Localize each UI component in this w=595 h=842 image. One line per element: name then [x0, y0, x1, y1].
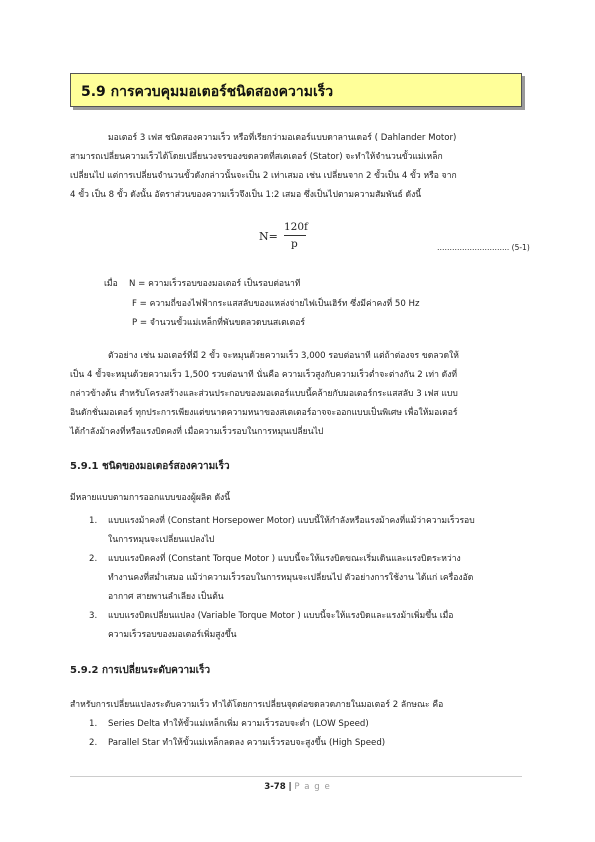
page-number: 3-78	[264, 782, 286, 792]
intro-line-4: 4 ขั้ว เป็น 8 ขั้ว ดังนั้น อัตราส่วนของความเร็วจึงเป็น 1:2 เสมอ ซึ่งเป็นไปตามความสัมพันธ์ ดังนี้	[70, 190, 422, 200]
subsection-heading-1: 5.9.1 ชนิดของมอเตอร์สองความเร็ว	[70, 461, 230, 472]
intro-line-3: เปลี่ยนไป แต่การเปลี่ยนจำนวนขั้วดังกล่าวนั้นจะเป็น 2 เท่าเสมอ เช่น เปลี่ยนจาก 2 ขั้วเป็น 4 ขั้ว หรือ จาก	[70, 171, 457, 181]
fraction-bar	[284, 235, 306, 236]
intro-line-1: มอเตอร์ 3 เฟส ชนิดสองความเร็ว หรือที่เรียกว่ามอเตอร์แบบดาลานเดอร์ ( Dahlander Motor)	[108, 133, 457, 143]
list-2-line-3: อากาศ สายพานลำเลียง เป็นต้น	[108, 592, 224, 602]
list-2-line-1: แบบแรงบิดคงที่ (Constant Torque Motor ) แบบนี้จะให้แรงบิดขณะเริ่มเดินและแรงบิดระหว่าง	[108, 554, 461, 564]
subsection-1-lead: มีหลายแบบตามการออกแบบของผู้ผลิต ดังนี้	[70, 493, 231, 503]
speed-1-text: Series Delta ทำให้ขั้วแม่เหล็กเพิ่ม ความเร็วรอบจะต่ำ (LOW Speed)	[108, 719, 369, 729]
list-3-line-2: ความเร็วรอบของมอเตอร์เพิ่มสูงขึ้น	[108, 630, 237, 640]
where-prefix: เมื่อ	[104, 279, 118, 289]
where-f: F = ความถี่ของไฟฟ้ากระแสสลับของแหล่งจ่ายไฟเป็นเฮิร์ท ซึ่งมีค่าคงที่ 50 Hz	[132, 299, 420, 309]
speed-1-number: 1.	[89, 719, 98, 729]
page-word: P a g e	[294, 782, 331, 792]
list-1-number: 1.	[89, 516, 98, 526]
subsection-heading-2: 5.9.2 การเปลี่ยนระดับความเร็ว	[70, 665, 211, 676]
formula-numerator: 120f	[284, 221, 308, 233]
speed-2-number: 2.	[89, 738, 98, 748]
list-2-line-2: ทำงานคงที่สม่ำเสมอ แม้ว่าความเร็วรอบในการหมุนจะเปลี่ยนไป ตัวอย่างการใช้งาน ได้แก่ เครื่องอัด	[108, 573, 474, 583]
example-line-1: ตัวอย่าง เช่น มอเตอร์ที่มี 2 ขั้ว จะหมุนด้วยความเร็ว 3,000 รอบต่อนาที แต่ถ้าต่องจร ขดลวดให้	[108, 351, 459, 361]
example-line-4: อินดักชั่นมอเตอร์ ทุกประการเพียงแต่ขนาดความหนาของสเตเตอร์อาจจะออกแบบเป็นพิเศษ เพื่อให้มอเตอร์	[70, 408, 458, 418]
section-title: 5.9 การควบคุมมอเตอร์ชนิดสองความเร็ว	[81, 84, 334, 100]
list-3-number: 3.	[89, 611, 98, 621]
formula-lhs: N=	[259, 230, 278, 243]
list-1-line-2: ในการหมุนจะเปลี่ยนแปลงไป	[108, 535, 215, 545]
example-line-3: กล่าวข้างต้น สำหรับโครงสร้างและส่วนประกอบของมอเตอร์แบบนี้คล้ายกับมอเตอร์กระแสสลับ 3 เฟส แบบ	[70, 389, 458, 399]
intro-line-2: สามารถเปลี่ยนความเร็วได้โดยเปลี่ยนวงจรของขดลวดที่สเตเตอร์ (Stator) จะทำให้จำนวนขั้วแม่เหล็ก	[70, 152, 443, 162]
subsection-2-lead: สำหรับการเปลี่ยนแปลงระดับความเร็ว ทำได้โดยการเปลี่ยนจุดต่อขดลวดภายในมอเตอร์ 2 ลักษณะ คือ	[70, 700, 444, 710]
formula-reference: ……………………….. (5-1)	[437, 243, 530, 252]
page-footer	[0, 782, 595, 792]
list-1-line-1: แบบแรงม้าคงที่ (Constant Horsepower Motor) แบบนี้ให้กำลังหรือแรงม้าคงที่แม้ว่าความเร็วรอบ	[108, 516, 475, 526]
where-n: N = ความเร็วรอบของมอเตอร์ เป็นรอบต่อนาที	[129, 279, 301, 289]
speed-2-text: Parallel Star ทำให้ขั้วแม่เหล็กลดลง ความเร็วรอบจะสูงขึ้น (High Speed)	[108, 738, 386, 748]
list-3-line-1: แบบแรงบิดเปลี่ยนแปลง (Variable Torque Motor ) แบบนี้จะให้แรงบิดและแรงม้าเพิ่มขึ้น เมื่อ	[108, 611, 454, 621]
where-p: P = จำนวนขั้วแม่เหล็กที่พันขดลวดบนสเตเตอร์	[132, 318, 305, 328]
footer-divider	[70, 776, 522, 777]
list-2-number: 2.	[89, 554, 98, 564]
page-separator: |	[288, 782, 292, 792]
example-line-5: ได้กำลังม้าคงที่หรือแรงบิดคงที่ เมื่อความเร็วรอบในการหมุนเปลี่ยนไป	[70, 427, 324, 437]
section-title-box	[70, 73, 522, 107]
formula-denominator: p	[291, 238, 298, 250]
example-line-2: เป็น 4 ขั้วจะหมุนด้วยความเร็ว 1,500 รวบต่อนาที นั่นคือ ความเร็วสูงกับความเร็วต่ำจะต่างกัน 2 เท่า ดังที่	[70, 370, 458, 380]
